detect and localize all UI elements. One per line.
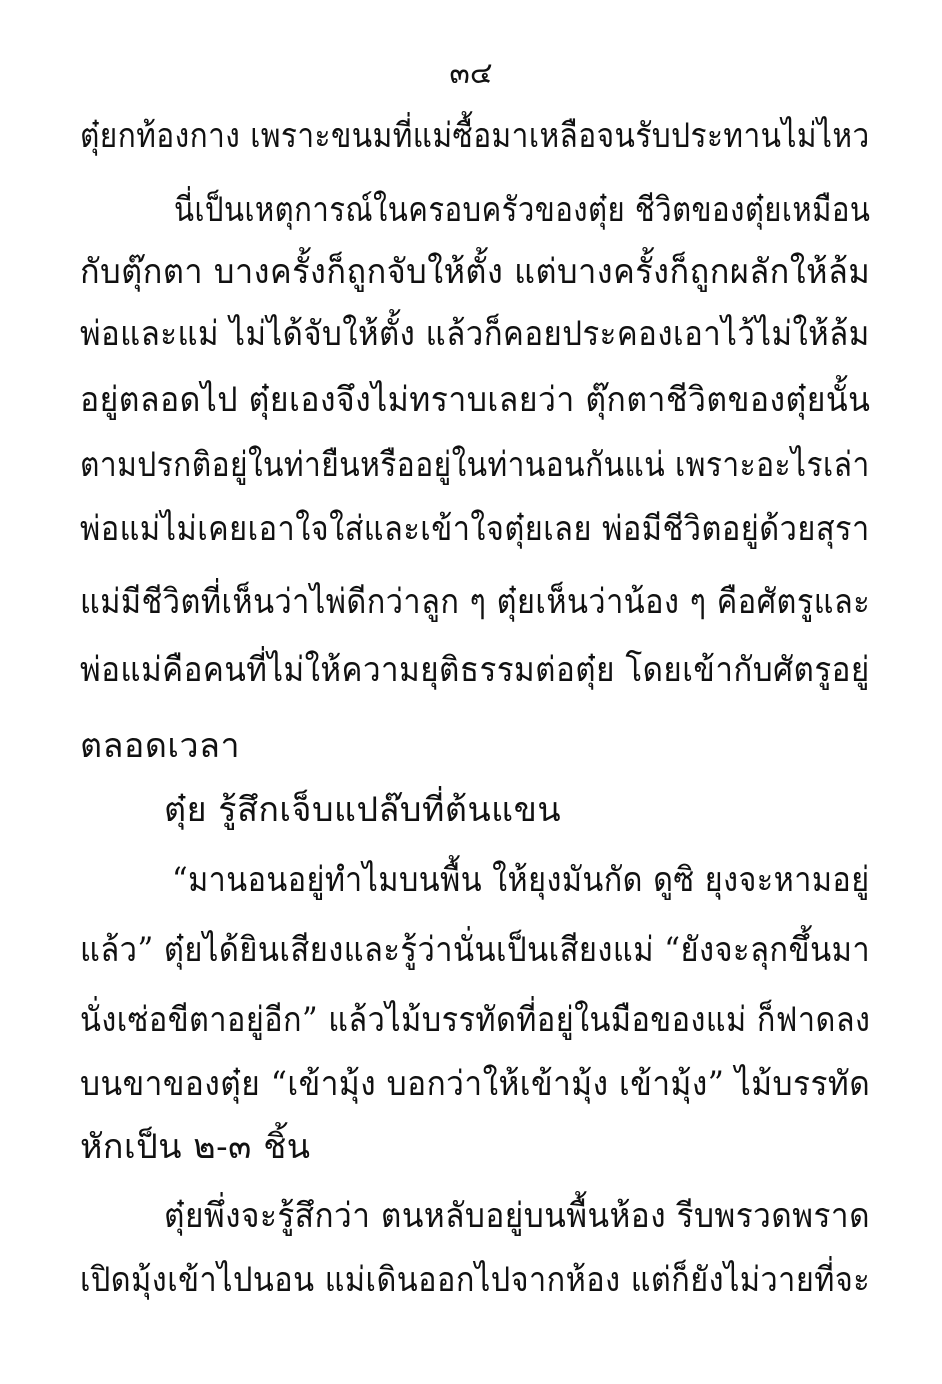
text-line: พ่อแม่ไม่เคยเอาใจใส่และเข้าใจตุ๋ยเลย พ่อมีชีวิตอยู่ด้วยสุรา — [80, 509, 870, 549]
text-line: หักเป็น ๒-๓ ชิ้น — [80, 1127, 311, 1167]
text-line: อยู่ตลอดไป ตุ๋ยเองจึงไม่ทราบเลยว่า ตุ๊กตาชีวิตของตุ๋ยนั้น — [80, 380, 871, 420]
text-line: แม่มีชีวิตที่เห็นว่าไพ่ดีกว่าลูก ๆ ตุ๋ยเห็นว่าน้อง ๆ คือศัตรูและ — [80, 582, 871, 622]
text-line: พ่อแม่คือคนที่ไม่ให้ความยุติธรรมต่อตุ๋ย โดยเข้ากับศัตรูอยู่ — [80, 650, 870, 690]
text-line: ตุ๋ย รู้สึกเจ็บแปล๊บที่ต้นแขน — [164, 790, 562, 830]
page-number: ๓๔ — [449, 56, 493, 91]
text-line: เปิดมุ้งเข้าไปนอน แม่เดินออกไปจากห้อง แต่ก็ยังไม่วายที่จะ — [80, 1260, 871, 1300]
text-line: นั่งเซ่อขีตาอยู่อีก” แล้วไม้บรรทัดที่อยู่ในมือของแม่ ก็ฟาดลง — [80, 1000, 871, 1040]
text-line: นี่เป็นเหตุการณ์ในครอบครัวของตุ๋ย ชีวิตของตุ๋ยเหมือน — [174, 190, 871, 230]
text-line: ตุ๋ยกท้องกาง เพราะขนมที่แม่ซื้อมาเหลือจนรับประทานไม่ไหว — [80, 116, 870, 156]
text-line: แล้ว” ตุ๋ยได้ยินเสียงและรู้ว่านั่นเป็นเสียงแม่ “ยังจะลุกขึ้นมา — [80, 930, 871, 970]
text-line: กับตุ๊กตา บางครั้งก็ถูกจับให้ตั้ง แต่บางครั้งก็ถูกผลักให้ล้ม — [80, 252, 871, 292]
text-line: ตุ๋ยพึ่งจะรู้สึกว่า ตนหลับอยู่บนพื้นห้อง รีบพรวดพราด — [164, 1196, 871, 1236]
text-line: พ่อและแม่ ไม่ได้จับให้ตั้ง แล้วก็คอยประคองเอาไว้ไม่ให้ล้ม — [80, 314, 870, 354]
text-line: ตลอดเวลา — [80, 726, 241, 766]
text-line: “มานอนอยู่ทำไมบนพื้น ให้ยุงมันกัด ดูซิ ยุงจะหามอยู่ — [172, 860, 870, 900]
text-line: บนขาของตุ๋ย “เข้ามุ้ง บอกว่าให้เข้ามุ้ง เข้ามุ้ง” ไม้บรรทัด — [80, 1064, 871, 1104]
text-line: ตามปรกติอยู่ในท่ายืนหรืออยู่ในท่านอนกันแน่ เพราะอะไรเล่า — [80, 445, 870, 485]
